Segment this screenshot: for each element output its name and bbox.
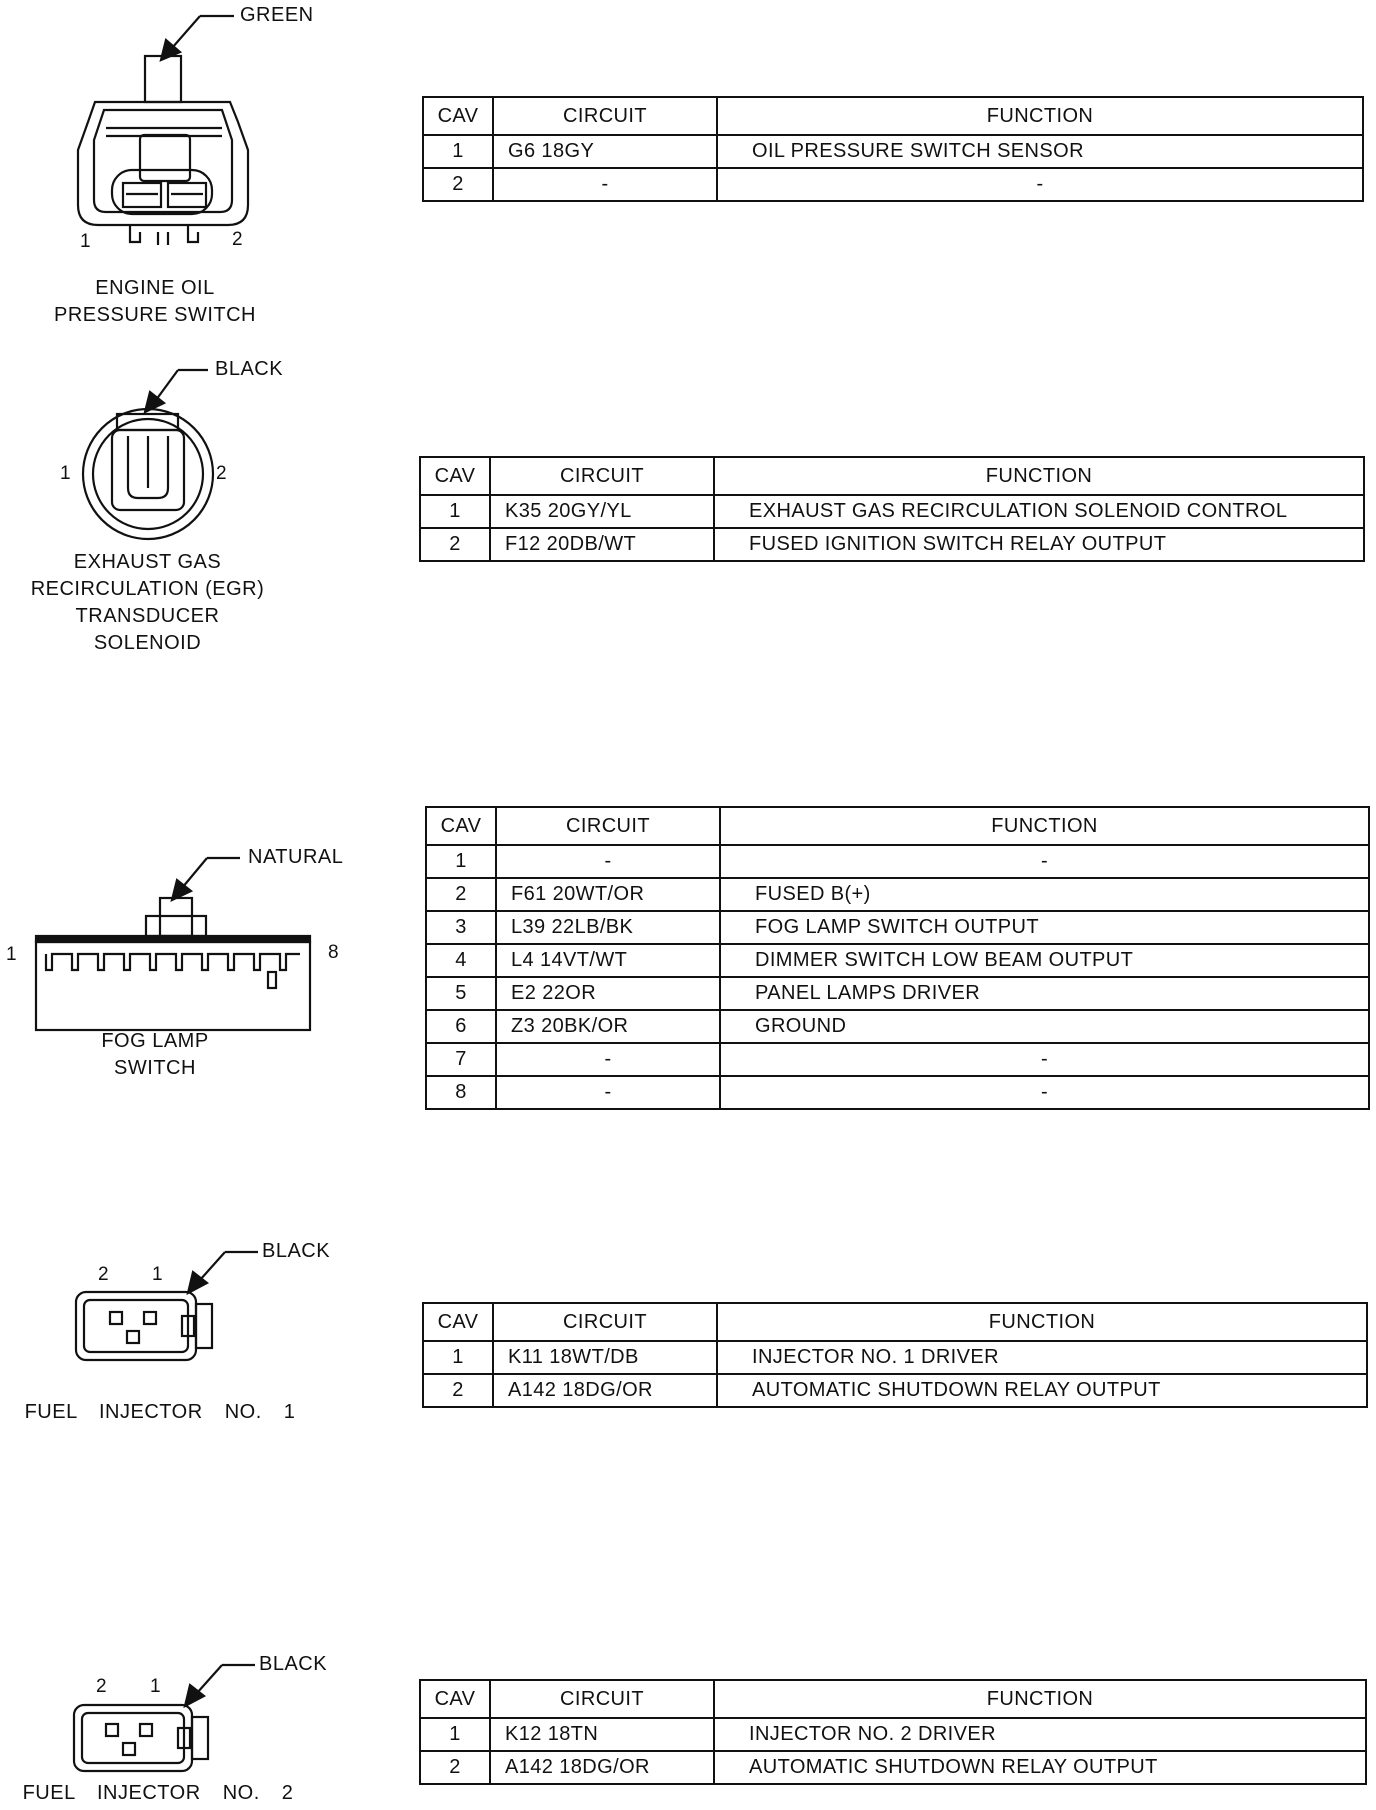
pin-label: 2 [216,463,227,484]
header-cav: CAV [420,1680,490,1718]
cell-circuit: A142 18DG/OR [490,1751,714,1784]
connector-color-label: BLACK [215,358,284,380]
cell-cav: 2 [423,168,493,201]
cell-cav: 4 [426,944,496,977]
cell-function: OIL PRESSURE SWITCH SENSOR [717,135,1363,168]
cell-cav: 2 [420,1751,490,1784]
cell-circuit: L4 14VT/WT [496,944,720,977]
pin-label: 2 [96,1676,107,1697]
connector-title-line: TRANSDUCER [75,605,220,627]
cell-cav: 1 [420,495,490,528]
connector-color-label: NATURAL [248,846,344,868]
cell-function: FUSED B(+) [720,878,1369,911]
cell-circuit: F12 20DB/WT [490,528,714,561]
header-cav: CAV [426,807,496,845]
header-circuit: CIRCUIT [493,97,717,135]
cell-cav: 6 [426,1010,496,1043]
cell-function: AUTOMATIC SHUTDOWN RELAY OUTPUT [717,1374,1367,1407]
connector-title-line: RECIRCULATION (EGR) [30,578,265,600]
connector-title-line: FUEL INJECTOR NO. 2 [22,1782,294,1804]
connector-title-line: SWITCH [114,1057,196,1079]
cell-circuit: K12 18TN [490,1718,714,1751]
cell-circuit: - [496,1043,720,1076]
cell-function: INJECTOR NO. 2 DRIVER [714,1718,1366,1751]
cell-function: DIMMER SWITCH LOW BEAM OUTPUT [720,944,1369,977]
connector-title-line: FUEL INJECTOR NO. 1 [24,1401,296,1423]
table-header-row [420,1680,1366,1718]
connector-title-line: ENGINE OIL [95,277,215,299]
cell-cav: 1 [423,135,493,168]
header-cav: CAV [423,97,493,135]
pin-label: 1 [150,1676,161,1697]
header-circuit: CIRCUIT [490,1680,714,1718]
cell-circuit: K11 18WT/DB [493,1341,717,1374]
header-circuit: CIRCUIT [490,457,714,495]
pin-label: 8 [328,942,339,963]
cell-function: - [720,1076,1369,1109]
header-function: FUNCTION [717,97,1363,135]
connector-title [8,1780,308,1807]
connector-color-label: GREEN [240,4,314,26]
cell-cav: 3 [426,911,496,944]
header-function: FUNCTION [714,457,1364,495]
cell-circuit: E2 22OR [496,977,720,1010]
header-function: FUNCTION [720,807,1369,845]
cell-cav: 8 [426,1076,496,1109]
connector-color-label: BLACK [259,1653,328,1675]
cell-circuit: - [496,845,720,878]
cell-function: - [720,1043,1369,1076]
cell-function: AUTOMATIC SHUTDOWN RELAY OUTPUT [714,1751,1366,1784]
cell-cav: 5 [426,977,496,1010]
header-function: FUNCTION [714,1680,1366,1718]
header-function: FUNCTION [717,1303,1367,1341]
cell-function: - [720,845,1369,878]
connector-title-line: EXHAUST GAS [73,551,222,573]
connector-title-line: SOLENOID [93,632,202,654]
connector-title-line: PRESSURE SWITCH [54,304,256,326]
cell-function: GROUND [720,1010,1369,1043]
cell-circuit: G6 18GY [493,135,717,168]
pin-label: 2 [98,1264,109,1285]
cell-function: PANEL LAMPS DRIVER [720,977,1369,1010]
cell-function: INJECTOR NO. 1 DRIVER [717,1341,1367,1374]
cell-circuit: F61 20WT/OR [496,878,720,911]
pin-label: 2 [232,229,243,250]
connector-color-label: BLACK [262,1240,331,1262]
header-circuit: CIRCUIT [493,1303,717,1341]
pin-label: 1 [80,231,91,252]
cell-function: - [717,168,1363,201]
cell-function: FUSED IGNITION SWITCH RELAY OUTPUT [714,528,1364,561]
connector-title-line: FOG LAMP [101,1030,209,1052]
cell-cav: 7 [426,1043,496,1076]
cell-circuit: - [496,1076,720,1109]
cell-circuit: Z3 20BK/OR [496,1010,720,1043]
pin-label: 1 [60,463,71,484]
pin-label: 1 [6,944,17,965]
cell-cav: 1 [426,845,496,878]
cell-cav: 1 [420,1718,490,1751]
cell-circuit: K35 20GY/YL [490,495,714,528]
pinout-table [419,1679,1367,1785]
cell-function: FOG LAMP SWITCH OUTPUT [720,911,1369,944]
cell-circuit: L39 22LB/BK [496,911,720,944]
header-cav: CAV [420,457,490,495]
header-circuit: CIRCUIT [496,807,720,845]
cell-circuit: - [493,168,717,201]
table-row [420,1751,1366,1784]
pin-label: 1 [152,1264,163,1285]
cell-function: EXHAUST GAS RECIRCULATION SOLENOID CONTROL [714,495,1364,528]
header-cav: CAV [423,1303,493,1341]
cell-cav: 2 [420,528,490,561]
cell-cav: 2 [423,1374,493,1407]
cell-cav: 2 [426,878,496,911]
table-row [420,1718,1366,1751]
cell-circuit: A142 18DG/OR [493,1374,717,1407]
cell-cav: 1 [423,1341,493,1374]
